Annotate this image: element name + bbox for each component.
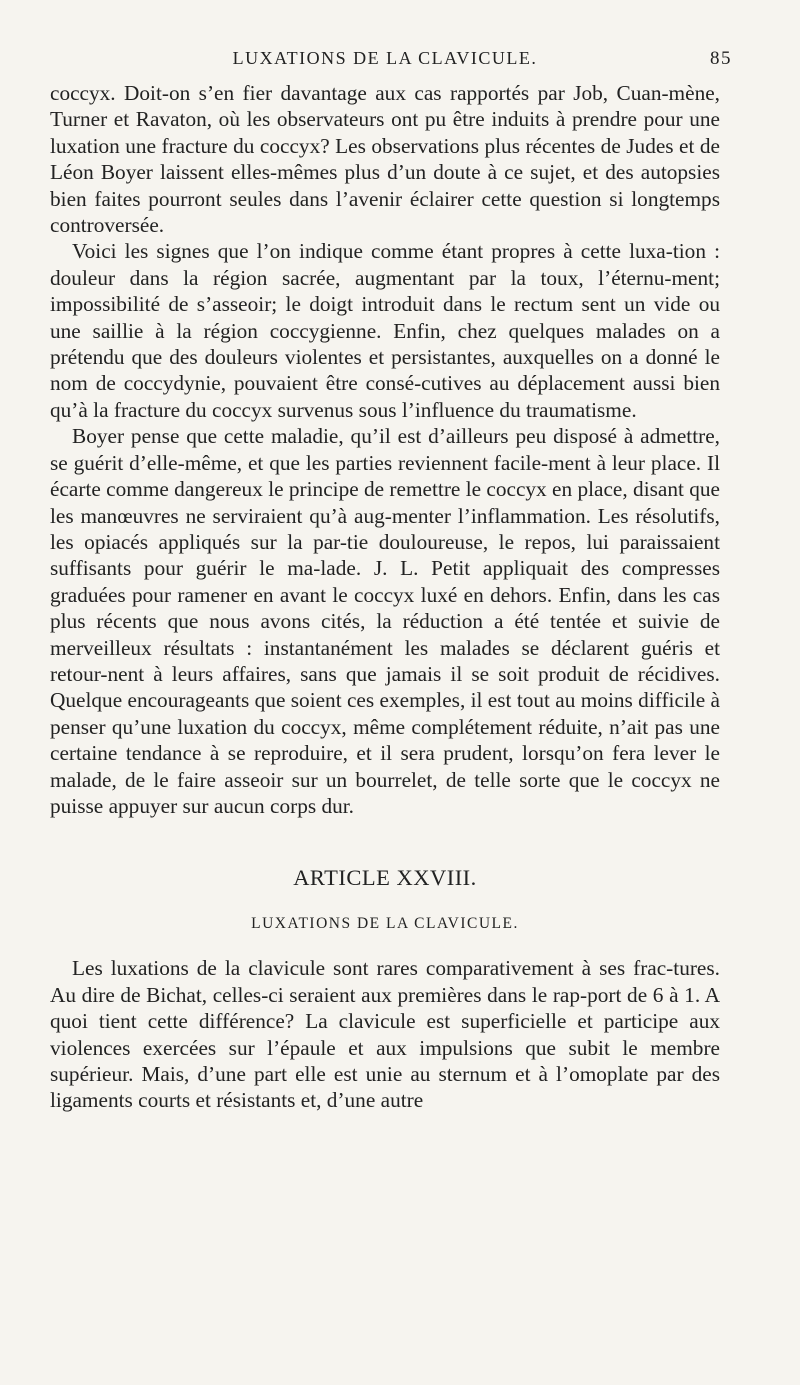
paragraph-continuation: coccyx. Doit-on s’en fier davantage aux cas rapportés par Job, Cuan-mène, Turner et Ravaton, où les observateurs ont pu être induits à prendre pour une luxation une fracture du coccyx? Les observations plus récentes de Judes et de Léon Boyer laissent elles-mêmes plus d’un doute à ce sujet, et des autopsies bien faites pourront seules dans l’avenir éclairer cette question si longtemps controversée.: [50, 81, 720, 238]
article-heading: ARTICLE XXVIII.: [293, 865, 477, 891]
paragraph-clavicle: Les luxations de la clavicule sont rares comparativement à ses frac-tures. Au dire de Bichat, celles-ci seraient aux premières dans le rap-port de 6 à 1. A quoi tient cette différence? La clavicule est superficielle et participe aux violences exercées sur l’épaule et aux impulsions que subit le membre supérieur. Mais, d’une part elle est unie au sternum et à l’omoplate par des ligaments courts et résistants et, d’une autre: [50, 956, 720, 1113]
article-subheading: LUXATIONS DE LA CLAVICULE.: [251, 915, 519, 933]
running-head: [50, 40, 732, 80]
paragraph-signs: Voici les signes que l’on indique comme étant propres à cette luxa-tion : douleur dans la région sacrée, augmentant par la toux, l’éternu-ment; impossibilité de s’asseoir; le doigt introduit dans le rectum sent un vide ou une saillie à la région coccygienne. Enfin, chez quelques malades on a prétendu que des douleurs violentes et persistantes, auxquelles on a donné le nom de coccydynie, pouvaient être consé-cutives au déplacement aussi bien qu’à la fracture du coccyx survenus sous l’influence du traumatisme.: [50, 239, 720, 422]
paragraph-treatment: Boyer pense que cette maladie, qu’il est d’ailleurs peu disposé à admettre, se guérit d’elle-même, et que les parties reviennent facile-ment à leur place. Il écarte comme dangereux le principe de remettre le coccyx en place, disant que les manœuvres ne serviraient qu’à aug-menter l’inflammation. Les résolutifs, les opiacés appliqués sur la par-tie douloureuse, le repos, lui paraissaient suffisants pour guérir le ma-lade. J. L. Petit appliquait des compresses graduées pour ramener en avant le coccyx luxé en dehors. Enfin, dans les cas plus récents que nous avons cités, la réduction a été tentée et suivie de merveilleux résultats : instantanément les malades se déclarent guéris et retour-nent à leurs affaires, sans que jamais il se soit produit de récidives. Quelque encourageants que soient ces exemples, il est tout au moins difficile à penser qu’une luxation du coccyx, même complétement réduite, n’ait pas une certaine tendance à se reproduire, et il sera prudent, lorsqu’on fera lever le malade, de le faire asseoir sur un bourrelet, de telle sorte que le coccyx ne puisse appuyer sur aucun corps dur.: [50, 424, 720, 818]
running-title: LUXATIONS DE LA CLAVICULE.: [232, 48, 538, 68]
page-number: 85: [710, 48, 732, 69]
book-page: [50, 40, 732, 1114]
